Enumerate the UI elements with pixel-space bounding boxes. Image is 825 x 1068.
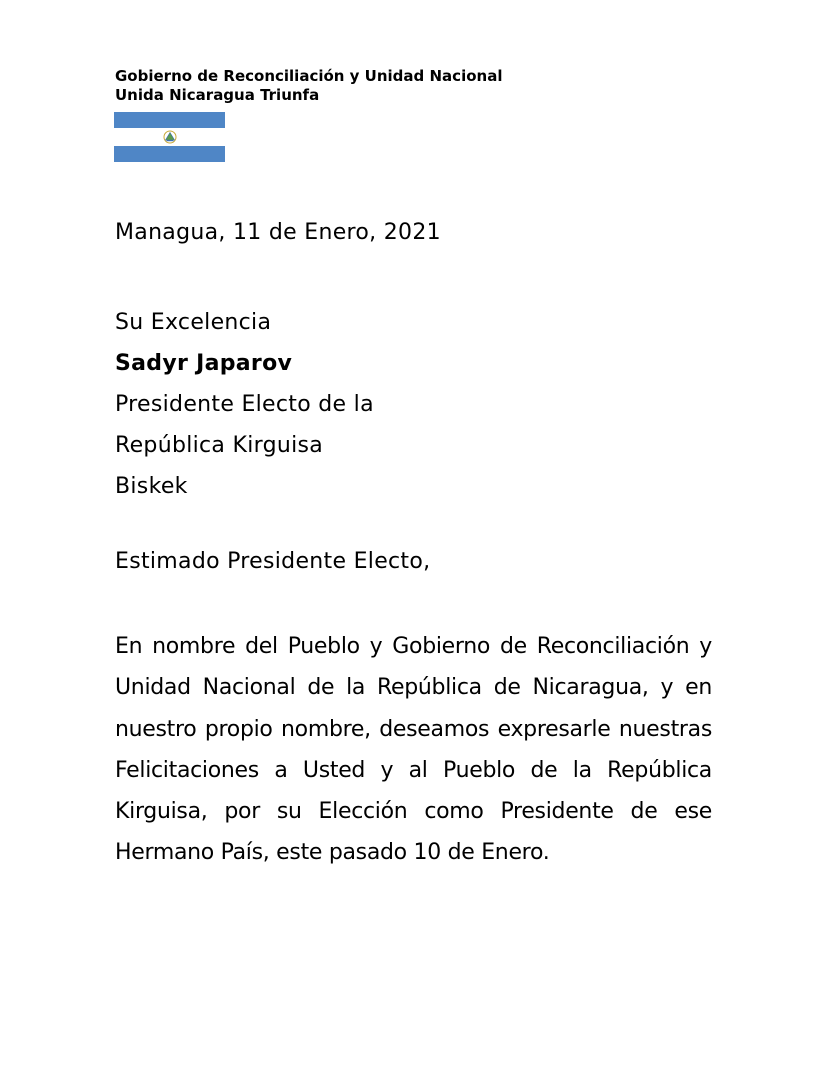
letterhead-government-name: Gobierno de Reconciliación y Unidad Nacional <box>115 67 503 85</box>
flag-middle-band <box>114 128 225 146</box>
recipient-position-line2: República Kirguisa <box>115 433 324 458</box>
letter-date: Managua, 11 de Enero, 2021 <box>115 220 441 245</box>
letter-body-paragraph: En nombre del Pueblo y Gobierno de Reconciliación y Unidad Nacional de la República de Nicaragua, y en nuestro propio nombre, deseamos expresarle nuestras Felicitaciones a Usted y al Pueblo de la República Kirguisa, por su Elección como Presidente de ese Hermano País, este pasado 10 de Enero. <box>115 634 712 866</box>
flag-top-band <box>114 112 225 128</box>
letterhead-slogan: Unida Nicaragua Triunfa <box>115 86 320 104</box>
flag-bottom-band <box>114 146 225 162</box>
recipient-name: Sadyr Japarov <box>115 351 293 376</box>
letter-greeting: Estimado Presidente Electo, <box>115 549 431 574</box>
letterhead <box>115 67 502 105</box>
recipient-city: Biskek <box>115 474 188 499</box>
recipient-position-line1: Presidente Electo de la <box>115 392 374 417</box>
nicaragua-flag-icon <box>114 112 225 162</box>
coat-of-arms-icon <box>161 130 179 144</box>
recipient-block <box>115 302 374 507</box>
recipient-honorific: Su Excelencia <box>115 310 272 335</box>
